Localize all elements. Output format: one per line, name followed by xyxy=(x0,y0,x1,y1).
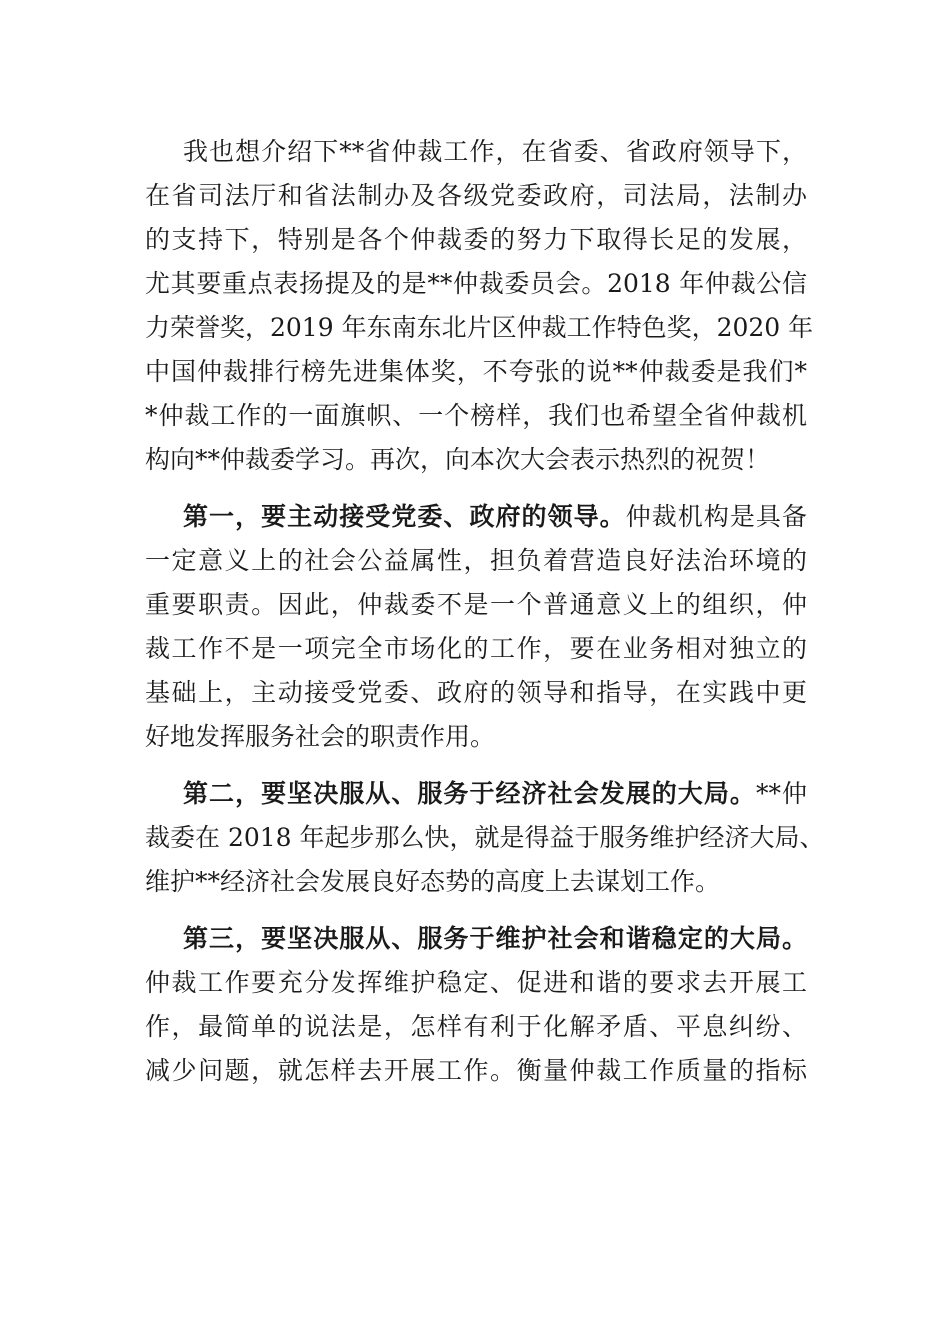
text-line xyxy=(145,495,807,539)
document-page xyxy=(145,130,825,1106)
text-line: 一定意义上的社会公益属性，担负着营造良好法治环境的 xyxy=(145,546,807,575)
text-line: 裁工作不是一项完全市场化的工作，要在业务相对独立的 xyxy=(145,634,807,663)
paragraph-heading: 第二，要坚决服从、服务于经济社会发展的大局。 xyxy=(183,779,756,808)
text-line: 维护**经济社会发展良好态势的高度上去谋划工作。 xyxy=(145,867,721,896)
text-line: 基础上，主动接受党委、政府的领导和指导，在实践中更 xyxy=(145,678,807,707)
paragraph-heading: 第一，要主动接受党委、政府的领导。 xyxy=(183,502,626,531)
text-line: 仲裁工作要充分发挥维护稳定、促进和谐的要求去开展工 xyxy=(145,968,807,997)
paragraph-point-one xyxy=(145,495,807,759)
text-line: 构向**仲裁委学习。再次，向本次大会表示热烈的祝贺！ xyxy=(145,445,771,474)
text-run: 仲裁机构是具备 xyxy=(625,502,807,531)
paragraph-point-two xyxy=(145,772,825,904)
text-line: 减少问题，就怎样去开展工作。衡量仲裁工作质量的指标 xyxy=(145,1056,807,1085)
text-line xyxy=(145,772,807,816)
text-run: **仲 xyxy=(755,779,807,808)
text-line: 我也想介绍下**省仲裁工作，在省委、省政府领导下， xyxy=(183,137,807,166)
text-line: 重要职责。因此，仲裁委不是一个普通意义上的组织，仲 xyxy=(145,590,807,619)
text-line xyxy=(145,917,807,961)
text-line: 裁委在 2018 年起步那么快，就是得益于服务维护经济大局、 xyxy=(145,823,825,852)
text-line: 在省司法厅和省法制办及各级党委政府，司法局，法制办 xyxy=(145,181,807,210)
text-line: 力荣誉奖，2019 年东南东北片区仲裁工作特色奖，2020 年 xyxy=(145,313,814,342)
text-line: *仲裁工作的一面旗帜、一个榜样，我们也希望全省仲裁机 xyxy=(145,401,807,430)
text-line: 中国仲裁排行榜先进集体奖，不夸张的说**仲裁委是我们* xyxy=(145,357,807,386)
paragraph-heading: 第三，要坚决服从、服务于维护社会和谐稳定的大局。 xyxy=(183,924,807,953)
text-line: 好地发挥服务社会的职责作用。 xyxy=(145,722,496,751)
paragraph-point-three xyxy=(145,917,807,1093)
text-line: 的支持下，特别是各个仲裁委的努力下取得长足的发展， xyxy=(145,225,807,254)
text-line: 作，最简单的说法是，怎样有利于化解矛盾、平息纠纷、 xyxy=(145,1012,807,1041)
text-line: 尤其要重点表扬提及的是**仲裁委员会。2018 年仲裁公信 xyxy=(145,269,807,298)
paragraph-intro xyxy=(145,130,814,482)
